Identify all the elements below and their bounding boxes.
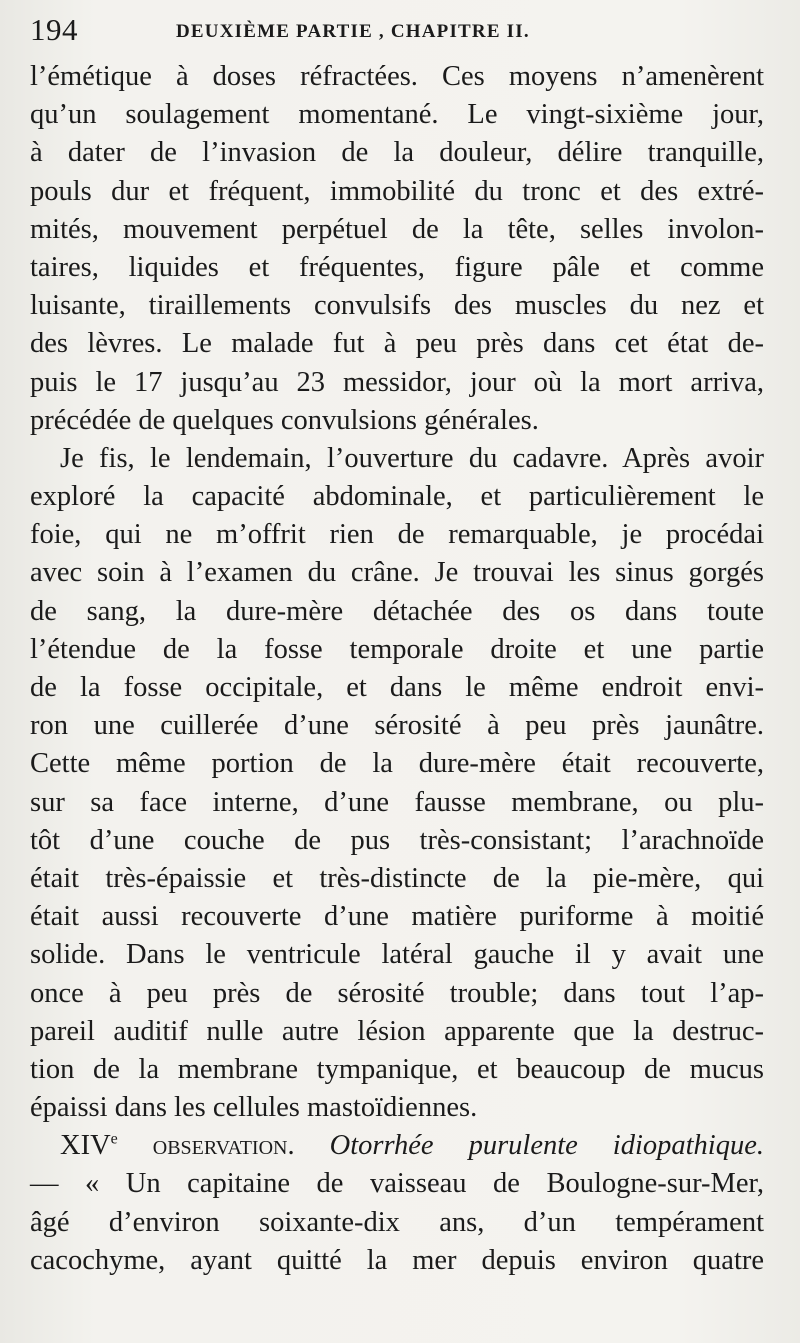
text-line: qu’un soulagement momentané. Le vingt-sixième jour, — [30, 99, 764, 131]
text-line: puis le 17 jusqu’au 23 messidor, jour où la mort arriva, — [30, 366, 764, 398]
text-line: luisante, tiraillements convulsifs des muscles du nez et — [30, 290, 764, 322]
observation-number-suffix: e — [110, 1130, 118, 1148]
text-line: tion de la membrane tympanique, et beaucoup de mucus — [30, 1053, 764, 1085]
observation-number: XIV — [60, 1130, 111, 1162]
text-line: de sang, la dure-mère détachée des os dans toute — [30, 595, 764, 627]
text-line: foie, qui ne m’offrit rien de remarquable, je procédai — [30, 519, 764, 551]
text-line: tôt d’une couche de pus très-consistant; l’arachnoïde — [30, 824, 764, 856]
text-line: sur sa face interne, d’une fausse membrane, ou plu- — [30, 786, 764, 818]
text-line: avec soin à l’examen du crâne. Je trouvai les sinus gorgés — [30, 557, 764, 589]
text-line: exploré la capacité abdominale, et particulièrement le — [30, 481, 764, 513]
text-line: — « Un capitaine de vaisseau de Boulogne-sur-Mer, — [30, 1168, 764, 1200]
text-line: solide. Dans le ventricule latéral gauche il y avait une — [30, 939, 764, 971]
text-line: des lèvres. Le malade fut à peu près dans cet état de- — [30, 328, 764, 360]
text-line: âgé d’environ soixante-dix ans, d’un tempérament — [30, 1206, 764, 1238]
text-line: ron une cuillerée d’une sérosité à peu près jaunâtre. — [30, 710, 764, 742]
text-line: cacochyme, ayant quitté la mer depuis environ quatre — [30, 1244, 764, 1276]
text-line: Cette même portion de la dure-mère était recouverte, — [30, 748, 764, 780]
text-line: était aussi recouverte d’une matière puriforme à moitié — [30, 901, 764, 933]
text-line: à dater de l’invasion de la douleur, délire tranquille, — [30, 137, 764, 169]
text-line: l’étendue de la fosse temporale droite et une partie — [30, 633, 764, 665]
observation-title: Otorrhée purulente idiopathique. — [329, 1130, 764, 1162]
text-line: était très-épaissie et très-distincte de la pie-mère, qui — [30, 862, 764, 894]
observation-section — [30, 1127, 764, 1280]
running-head: DEUXIÈME PARTIE , CHAPITRE II. — [176, 21, 530, 42]
paragraph-autopsy-symptoms — [30, 58, 764, 440]
text-line: précédée de quelques convulsions générales. — [30, 404, 539, 436]
observation-label: observation. — [152, 1130, 295, 1162]
text-line: once à peu près de sérosité trouble; dans tout l’ap- — [30, 977, 764, 1009]
text-line: l’émétique à doses réfractées. Ces moyens n’amenèrent — [30, 61, 764, 92]
text-line: de la fosse occipitale, et dans le même endroit envi- — [30, 672, 764, 703]
text-line: mités, mouvement perpétuel de la tête, selles involon- — [30, 213, 764, 245]
text-line: pouls dur et fréquent, immobilité du tronc et des extré- — [30, 175, 764, 207]
observation-heading — [30, 1127, 764, 1165]
text-line: épaissi dans les cellules mastoïdiennes. — [30, 1092, 478, 1124]
text-line: taires, liquides et fréquentes, figure pâle et comme — [30, 251, 764, 283]
page-header — [30, 12, 770, 52]
paragraph-autopsy-findings — [30, 440, 764, 1127]
text-line: pareil auditif nulle autre lésion apparente que la destruc- — [30, 1015, 764, 1047]
body-text — [30, 58, 764, 1280]
text-line: Je fis, le lendemain, l’ouverture du cadavre. Après avoir — [60, 442, 764, 474]
page-number: 194 — [30, 12, 78, 47]
